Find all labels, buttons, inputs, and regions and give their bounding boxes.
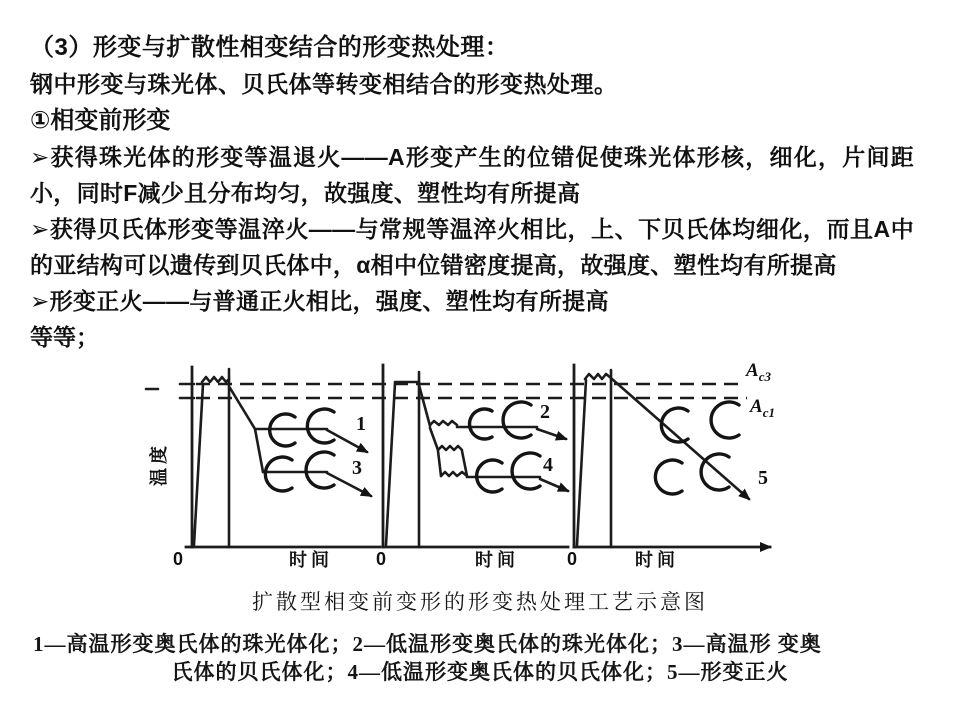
cooling-curve <box>419 385 430 426</box>
figure-caption: 扩散型相变前变形的形变热处理工艺示意图 <box>252 590 708 614</box>
heating-curve <box>386 383 395 545</box>
deformation-zigzag <box>430 421 457 425</box>
legend-line-1: 1—高温形变奥氏体的珠光体化；2—低温形变奥氏体的珠光体化；3—高温形 变奥 <box>33 632 822 656</box>
section-heading: ①相变前形变 <box>30 107 171 134</box>
origin-label: 0 <box>375 549 387 569</box>
transformation-crescent <box>711 402 739 438</box>
time-axis-label: 时间 <box>475 550 519 570</box>
heating-curve <box>194 384 203 545</box>
cooling-curve-2 <box>430 428 438 450</box>
bullet-text: 获得珠光体的形变等温退火——A形变产生的位错促使珠光体形核，细化，片间距小，同时F减少且分布均匀，故强度、塑性均有所提高 <box>30 144 914 206</box>
bullet-item-2 <box>30 211 914 283</box>
bullet-item-3 <box>30 283 914 319</box>
transformation-crescent <box>470 409 492 439</box>
curve-2-arrow <box>537 429 566 439</box>
bullet-item-1 <box>30 139 914 211</box>
etcetera-line: 等等； <box>30 324 99 350</box>
transformation-crescent <box>265 457 292 491</box>
deformation-zigzag <box>438 446 462 450</box>
legend-line-2: 氏体的贝氏体化；4—低温形变奥氏体的贝氏体化；5—形变正火 <box>171 660 789 684</box>
transformation-crescent <box>701 454 729 490</box>
deformation-zigzag <box>585 374 611 379</box>
intro-paragraph: 钢中形变与珠光体、贝氏体等转变相结合的形变热处理。 <box>30 71 618 97</box>
critical-temperature-lines <box>146 360 775 420</box>
bullet-text: 形变正火——与普通正火相比，强度、塑性均有所提高 <box>49 288 609 314</box>
axis-tick-marks <box>146 384 194 398</box>
deformation-zigzag <box>202 377 229 382</box>
temperature-axis-label: 温度 <box>149 442 169 486</box>
slide-text-area <box>30 30 914 356</box>
curve-1-number: 1 <box>356 413 366 435</box>
ac3-label: $A_{c3}$ <box>746 360 771 384</box>
bullet-marker: ➢ <box>30 216 50 242</box>
figure-legend <box>0 630 960 686</box>
curve-3-number: 3 <box>352 457 362 479</box>
transformation-crescent <box>655 460 682 494</box>
curve-4-number: 4 <box>543 454 553 476</box>
bullet-text: 获得贝氏体形变等温淬火——与常规等温淬火相比，上、下贝氏体均细化，而且A中的亚结构可以遗传到贝氏体中，α相中位错密度提高，故强度、塑性均有所提高 <box>30 216 914 278</box>
ac1-label: $A_{c1}$ <box>750 396 775 420</box>
heating-curve <box>577 380 586 545</box>
diagram-panel-2 <box>376 365 568 570</box>
deformation-zigzag <box>441 472 467 476</box>
diagram-panel-3 <box>567 365 770 570</box>
bullet-marker: ➢ <box>30 144 50 170</box>
curve-2-number: 2 <box>540 401 550 423</box>
time-axis-label: 时间 <box>635 550 679 570</box>
curve-4-arrow <box>540 479 568 491</box>
transformation-crescent <box>306 452 334 488</box>
process-schematic-diagram <box>0 352 960 582</box>
time-axis-label: 时间 <box>289 550 333 570</box>
origin-label: 0 <box>172 549 184 569</box>
slide-title: （3）形变与扩散性相变结合的形变热处理： <box>30 34 510 61</box>
bullet-marker: ➢ <box>30 288 50 314</box>
curve-5-number: 5 <box>758 467 768 489</box>
transformation-crescent <box>307 409 334 443</box>
transformation-crescent <box>512 453 540 489</box>
transformation-crescent <box>503 402 531 438</box>
origin-label: 0 <box>566 549 578 569</box>
